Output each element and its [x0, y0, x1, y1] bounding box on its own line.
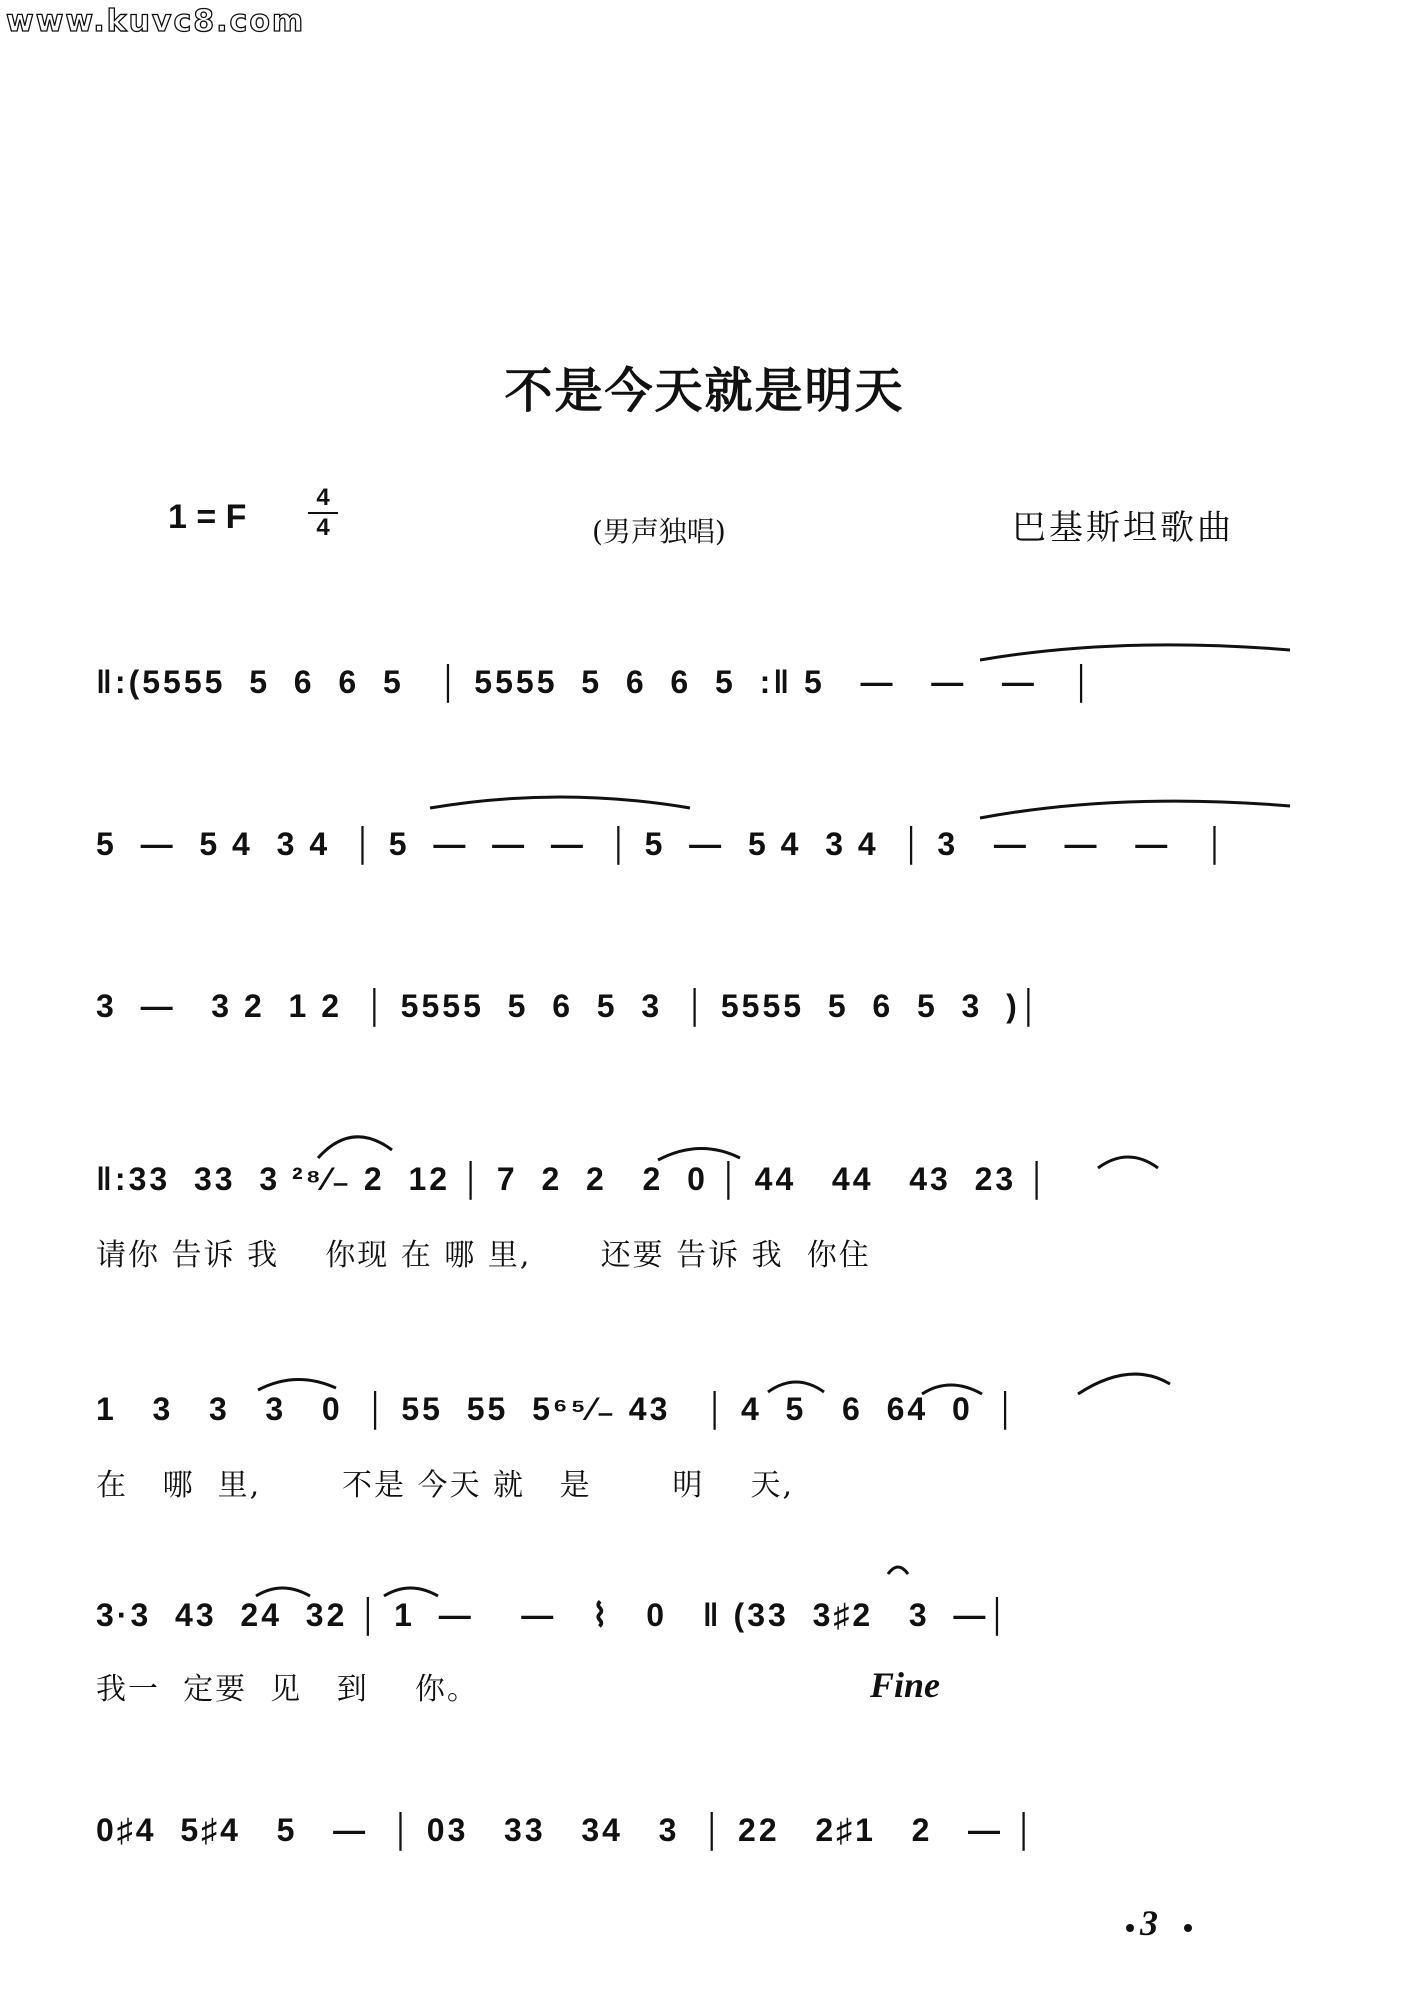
system-5-notes: 1 3 3 3 0 │ 55 55 5⁶⁵⁄₋ 43 │ 4 5 6 64 0 │: [96, 1391, 1020, 1427]
system-5-lyrics: 在 哪 里, 不是 今天 就 是 明 天,: [96, 1468, 795, 1503]
system-1-notes: ‖:(5555 5 6 6 5 │ 5555 5 6 6 5 :‖ 5 — — — │: [96, 664, 1096, 700]
system-4-notes: ‖:33 33 3 ²⁸⁄₋ 2 12 │ 7 2 2 2 0 │ 44 44 43 23 │: [96, 1161, 1052, 1197]
key-signature: 1 = F: [168, 498, 247, 536]
song-title: 不是今天就是明天: [504, 363, 905, 419]
system-7-notes: 0♯4 5♯4 5 — │ 03 33 34 3 │ 22 2♯1 2 — │: [96, 1812, 1038, 1848]
composer: 巴基斯坦歌曲: [1012, 508, 1234, 548]
system-6-notes: 3·3 43 24 32 │ 1 — — ⌇ 0 ‖ (33 3♯2 3 —│: [96, 1597, 1012, 1633]
watermark: www.kuvc8.com: [6, 4, 306, 39]
system-2-notes: 5 — 5 4 3 4 │ 5 — — — │ 5 — 5 4 3 4 │ 3 — — — │: [96, 826, 1229, 862]
fine-marking: Fine: [870, 1665, 941, 1705]
system-3-notes: 3 — 3 2 1 2 │ 5555 5 6 5 3 │ 5555 5 6 5 3 )│: [96, 988, 1043, 1024]
voice-type: (男声独唱): [592, 515, 726, 548]
system-4-lyrics: 请你 告诉 我 你现 在 哪 里, 还要 告诉 我 你住: [96, 1238, 871, 1273]
page-number: 3: [1140, 1903, 1158, 1943]
system-6-lyrics: 我一 定要 见 到 你。: [96, 1672, 479, 1707]
time-signature-bottom: 4: [316, 514, 330, 541]
time-signature-top: 4: [316, 484, 330, 511]
